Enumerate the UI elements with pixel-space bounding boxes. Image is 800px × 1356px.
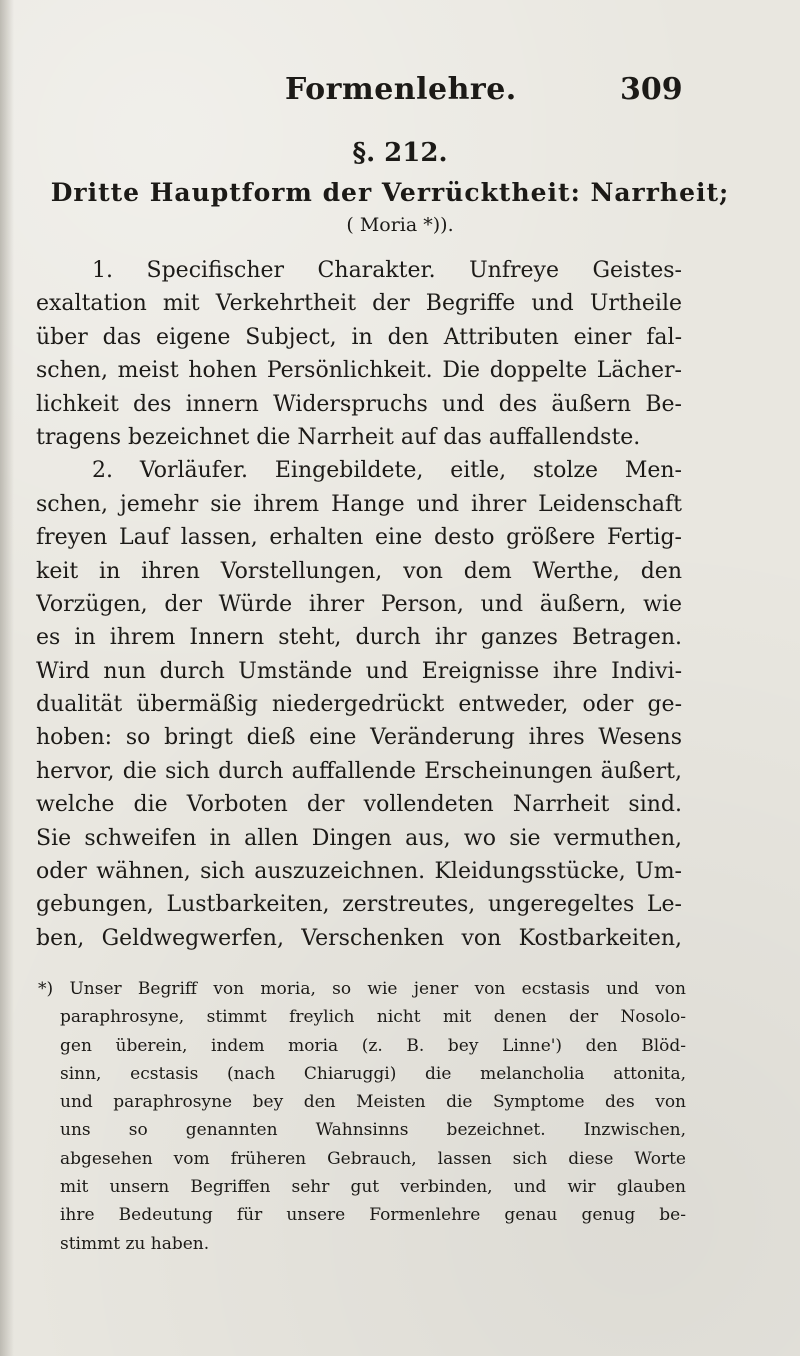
footnote-line: stimmt zu haben. xyxy=(60,1233,210,1254)
footnote-line: und paraphrosyne bey den Meisten die Symptome des von xyxy=(60,1092,686,1113)
body-line: welche die Vorboten der vollendeten Narrheit sind. xyxy=(36,792,682,818)
footnote-line: paraphrosyne, stimmt freylich nicht mit denen der Nosolo- xyxy=(60,1007,686,1028)
section-heading: Dritte Hauptform der Verrücktheit: Narrheit; xyxy=(50,178,730,207)
footnote-line: sinn, ecstasis (nach Chiaruggi) die melancholia attonita, xyxy=(60,1063,686,1084)
footnote-line: ihre Bedeutung für unsere Formenlehre genau genug be- xyxy=(60,1205,686,1226)
footnote-line: mit unsern Begriffen sehr gut verbinden, und wir glauben xyxy=(60,1177,686,1198)
section-subheading: ( Moria *)). xyxy=(346,214,454,236)
body-line: exaltation mit Verkehrtheit der Begriffe und Urtheile xyxy=(36,291,682,317)
body-line: tragens bezeichnet die Narrheit auf das auffallendste. xyxy=(36,424,641,450)
body-text xyxy=(36,254,682,955)
body-line: oder wähnen, sich auszuzeichnen. Kleidungsstücke, Um- xyxy=(36,859,682,885)
body-line: schen, jemehr sie ihrem Hange und ihrer Leidenschaft xyxy=(36,491,682,517)
page-header xyxy=(0,72,800,122)
page-edge-shadow xyxy=(0,0,14,1356)
body-line: gebungen, Lustbarkeiten, zerstreutes, ungeregeltes Le- xyxy=(36,892,682,918)
footnote-line: gen überein, indem moria (z. B. bey Linne') den Blöd- xyxy=(60,1035,686,1056)
page-number: 309 xyxy=(620,72,683,107)
footnote-line: *) Unser Begriff von moria, so wie jener von ecstasis und von xyxy=(38,979,686,999)
body-line: 1. Specifischer Charakter. Unfreye Geistes- xyxy=(92,258,682,283)
body-line: freyen Lauf lassen, erhalten eine desto größere Fertig- xyxy=(36,525,682,551)
body-line: hoben: so bringt dieß eine Veränderung ihres Wesens xyxy=(36,725,682,751)
footnote xyxy=(38,975,686,1258)
body-line: ben, Geldwegwerfen, Verschenken von Kostbarkeiten, xyxy=(36,925,682,951)
section-number: §. 212. xyxy=(352,138,448,168)
body-line: Vorzügen, der Würde ihrer Person, und äußern, wie xyxy=(36,591,682,617)
body-line: 2. Vorläufer. Eingebildete, eitle, stolze Men- xyxy=(92,458,682,484)
footnote-line: abgesehen vom früheren Gebrauch, lassen sich diese Worte xyxy=(60,1148,686,1169)
body-line: keit in ihren Vorstellungen, von dem Werthe, den xyxy=(36,558,682,584)
footnote-line: uns so genannten Wahnsinns bezeichnet. Inzwischen, xyxy=(60,1120,686,1141)
running-title: Formenlehre. xyxy=(285,72,517,107)
body-line: Sie schweifen in allen Dingen aus, wo sie vermuthen, xyxy=(36,825,682,851)
body-line: schen, meist hohen Persönlichkeit. Die doppelte Lächer- xyxy=(36,358,682,384)
body-line: dualität übermäßig niedergedrückt entweder, oder ge- xyxy=(36,692,682,718)
body-line: hervor, die sich durch auffallende Erscheinungen äußert, xyxy=(36,758,682,784)
body-line: es in ihrem Innern steht, durch ihr ganzes Betragen. xyxy=(36,625,682,651)
body-line: Wird nun durch Umstände und Ereignisse ihre Indivi- xyxy=(36,658,682,684)
body-line: über das eigene Subject, in den Attributen einer fal- xyxy=(36,324,682,350)
body-line: lichkeit des innern Widerspruchs und des äußern Be- xyxy=(36,391,682,417)
